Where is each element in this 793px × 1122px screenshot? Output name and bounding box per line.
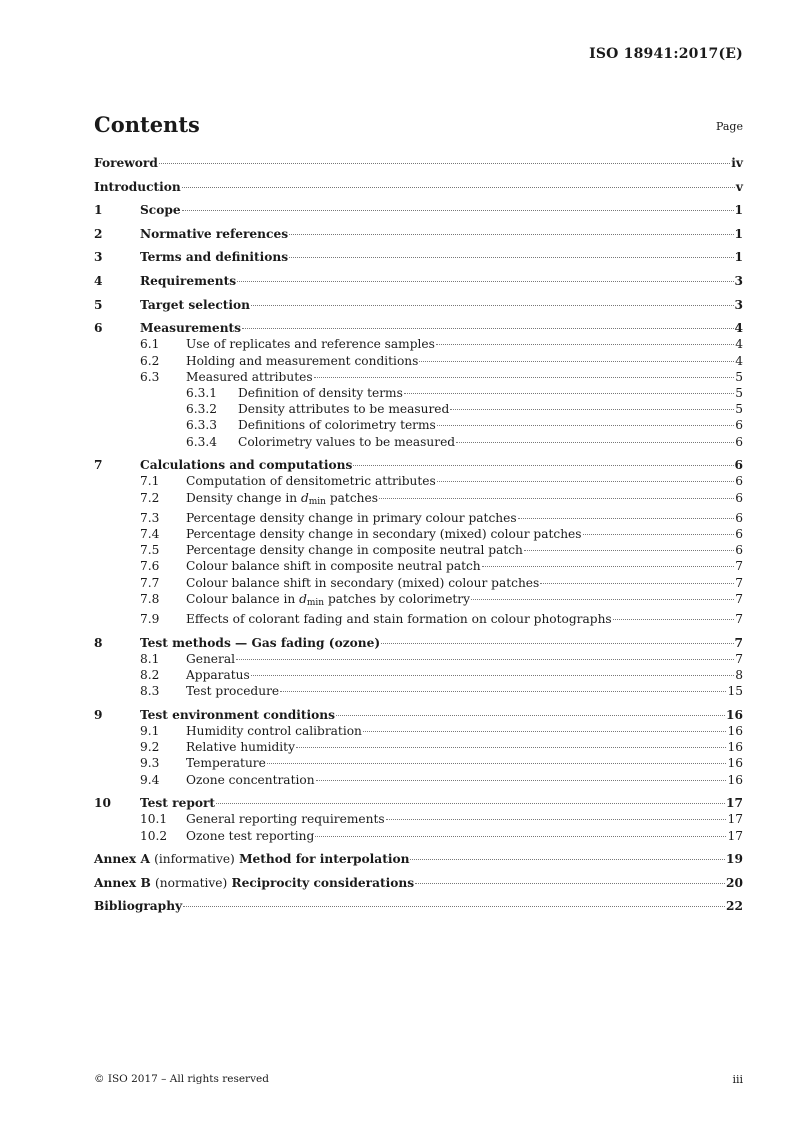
entry-title: Measurements: [140, 321, 242, 336]
dot-leader: [316, 780, 727, 781]
entry-title: Percentage density change in primary colour patches: [186, 510, 517, 525]
entry-number: 7.5: [140, 543, 160, 558]
entry-title-group: [94, 155, 158, 171]
entry-page: 15: [727, 684, 743, 699]
entry-page: 6: [735, 526, 743, 541]
entry-number: 7.3: [140, 510, 160, 525]
entry-title-group: [140, 457, 352, 473]
toc-entry[interactable]: [94, 473, 743, 489]
entry-title: Definitions of colorimetry terms: [238, 418, 436, 433]
entry-number: 7.4: [140, 526, 160, 541]
entry-page: 3: [734, 273, 743, 288]
entry-title-group: [186, 526, 582, 542]
toc-entry[interactable]: [94, 683, 743, 699]
entry-number: 5: [94, 297, 103, 312]
entry-title: Colorimetry values to be measured: [238, 434, 456, 449]
dot-leader: [524, 550, 734, 551]
toc-entry[interactable]: [94, 417, 743, 433]
dot-leader: [216, 803, 725, 804]
entry-page: 6: [735, 543, 743, 558]
entry-title: Test procedure: [186, 684, 280, 699]
math-subscript: min: [306, 597, 325, 608]
entry-page: 5: [735, 402, 743, 417]
entry-title: Terms and definitions: [140, 250, 289, 265]
entry-title: Relative humidity: [186, 740, 295, 755]
entry-title: Colour balance shift in composite neutral patch: [186, 559, 481, 574]
entry-number: 6: [94, 321, 103, 336]
entry-page: 20: [726, 875, 743, 890]
entry-title-group: [238, 385, 403, 401]
toc-entry[interactable]: [94, 611, 743, 627]
entry-title-group: [186, 739, 295, 755]
entry-number: 8.2: [140, 668, 160, 682]
entry-page: 7: [735, 612, 743, 626]
entry-title: Percentage density change in composite neutral patch: [186, 543, 523, 558]
entry-number: 6.3.2: [186, 402, 218, 417]
toc-entry[interactable]: [94, 707, 743, 723]
math-variable: d: [300, 490, 309, 505]
entry-title-group: [186, 542, 523, 558]
entry-title: Introduction: [94, 179, 181, 194]
page-number: iii: [732, 1073, 743, 1086]
entry-title: General: [186, 651, 235, 666]
entry-page: 7: [735, 651, 743, 666]
entry-title-group: [140, 297, 250, 313]
entry-title: Use of replicates and reference samples: [186, 337, 435, 352]
dot-leader: [289, 257, 733, 258]
entry-title-group: [186, 353, 418, 369]
entry-title: Foreword: [94, 156, 158, 170]
dot-leader: [363, 731, 727, 732]
toc-entry[interactable]: [94, 851, 743, 867]
annex-label: Annex B: [94, 875, 151, 890]
entry-title-group: [186, 490, 378, 510]
dot-leader: [182, 210, 734, 211]
toc-entry[interactable]: [94, 353, 743, 369]
toc-entry[interactable]: [94, 875, 743, 891]
entry-page: v: [735, 179, 743, 194]
toc-entry[interactable]: [94, 320, 743, 336]
entry-title: Colour balance shift in secondary (mixed) colour patches: [186, 575, 540, 590]
entry-page: 22: [726, 899, 743, 914]
dot-leader: [518, 518, 735, 519]
dot-leader: [237, 281, 733, 282]
entry-number: 10.1: [140, 812, 168, 827]
entry-number: 7.9: [140, 612, 160, 626]
dot-leader: [613, 619, 735, 620]
entry-title-group: [140, 273, 236, 289]
entry-number: 6.1: [140, 337, 160, 352]
entry-title-group: [186, 473, 436, 489]
entry-title-group: [140, 795, 215, 811]
entry-title: Scope: [140, 203, 181, 218]
entry-title: Humidity control calibration: [186, 724, 362, 738]
entry-page: 7: [734, 635, 743, 650]
entry-title: Ozone test reporting: [186, 828, 315, 843]
toc-entry[interactable]: [94, 434, 743, 450]
entry-number: 4: [94, 273, 103, 288]
entry-title-group: [140, 249, 288, 265]
toc-entry[interactable]: [94, 179, 743, 195]
entry-title-group: [238, 401, 449, 417]
entry-title-group: [238, 417, 436, 433]
toc-entry[interactable]: [94, 510, 743, 526]
dot-leader: [386, 819, 727, 820]
entry-title: Normative references: [140, 226, 289, 241]
entry-number: 6.3: [140, 369, 160, 384]
page-column-label: Page: [715, 120, 743, 133]
entry-page: 6: [735, 434, 743, 449]
entry-number: 6.2: [140, 353, 160, 368]
toc-entry[interactable]: [94, 828, 743, 844]
toc-entry[interactable]: [94, 385, 743, 401]
entry-title: Test methods — Gas fading (ozone): [140, 635, 381, 650]
entry-page: 16: [727, 756, 743, 771]
entry-page: 4: [735, 337, 743, 352]
toc-entry[interactable]: [94, 667, 743, 683]
entry-title-group: [140, 320, 241, 336]
entry-title: Apparatus: [186, 668, 250, 682]
toc-entry[interactable]: [94, 249, 743, 265]
dot-leader: [296, 747, 727, 748]
entry-page: 6: [735, 474, 743, 489]
entry-number: 9.1: [140, 724, 160, 738]
dot-leader: [314, 377, 735, 378]
entry-number: 6.3.4: [186, 434, 218, 449]
entry-title-group: [186, 828, 314, 844]
entry-number: 6.3.3: [186, 418, 218, 433]
toc-entry[interactable]: [94, 635, 743, 651]
dot-leader: [456, 442, 734, 443]
entry-title: Temperature: [186, 756, 266, 771]
dot-leader: [336, 715, 725, 716]
entry-title-group: [186, 811, 385, 827]
entry-page: 4: [734, 321, 743, 336]
toc-entry[interactable]: [94, 795, 743, 811]
entry-title-group: [94, 898, 182, 914]
entry-number: 9.4: [140, 772, 160, 787]
entry-title: Computation of densitometric attributes: [186, 474, 436, 489]
entry-page: 4: [735, 353, 743, 368]
entry-number: 8: [94, 635, 103, 650]
math-variable: d: [299, 591, 307, 606]
entry-page: 17: [726, 796, 743, 811]
copyright-footer: © ISO 2017 – All rights reserved: [94, 1073, 269, 1085]
entry-page: 5: [735, 369, 743, 384]
entry-number: 7.2: [140, 490, 160, 505]
entry-number: 7.7: [140, 575, 160, 590]
toc-entry[interactable]: [94, 542, 743, 558]
annex-type: (normative): [155, 875, 228, 890]
dot-leader: [267, 763, 727, 764]
entry-page: 19: [726, 852, 743, 867]
entry-title: Requirements: [140, 273, 237, 288]
dot-leader: [437, 425, 734, 426]
page-title: Contents: [94, 112, 200, 137]
entry-page: 1: [734, 226, 743, 241]
entry-page: 16: [727, 772, 743, 787]
entry-page: 1: [734, 250, 743, 265]
entry-title: Bibliography: [94, 899, 183, 914]
entry-title-group: [140, 707, 335, 723]
toc-entry[interactable]: [94, 526, 743, 542]
dot-leader: [236, 659, 734, 660]
entry-page: 17: [727, 828, 743, 843]
entry-number: 7.8: [140, 591, 160, 606]
toc-entry[interactable]: [94, 723, 743, 739]
entry-title-group: [186, 336, 435, 352]
dot-leader: [410, 859, 725, 860]
entry-title: Reciprocity considerations: [231, 875, 415, 890]
entry-page: 8: [735, 668, 743, 682]
entry-number: 8.3: [140, 684, 160, 699]
entry-page: iv: [731, 156, 743, 170]
dot-leader: [415, 883, 725, 884]
entry-title: Measured attributes: [186, 369, 313, 384]
entry-title-group: [140, 226, 288, 242]
toc-entry[interactable]: [94, 898, 743, 914]
toc-entry[interactable]: [94, 575, 743, 591]
entry-title: Definition of density terms: [238, 385, 403, 400]
entry-number: 6.3.1: [186, 385, 218, 400]
dot-leader: [353, 465, 733, 466]
dot-leader: [183, 906, 725, 907]
entry-title-group: [94, 875, 414, 891]
entry-page: 7: [735, 591, 743, 606]
toc-entry[interactable]: [94, 651, 743, 667]
entry-title-group: [238, 434, 455, 450]
entry-number: 1: [94, 203, 103, 218]
dot-leader: [379, 498, 734, 499]
toc-entry[interactable]: [94, 755, 743, 771]
entry-title: General reporting requirements: [186, 812, 385, 827]
entry-title: Ozone concentration: [186, 772, 315, 787]
entry-number: 2: [94, 226, 103, 241]
entry-number: 10: [94, 796, 111, 811]
entry-title: Calculations and computations: [140, 458, 353, 473]
entry-title: Colour balance in: [186, 591, 300, 606]
annex-label: Annex A: [94, 852, 150, 867]
entry-title-group: [140, 202, 181, 218]
entry-page: 16: [727, 724, 743, 738]
dot-leader: [315, 836, 726, 837]
entry-number: 9: [94, 707, 103, 722]
entry-number: 7.1: [140, 474, 160, 489]
document-id: ISO 18941:2017(E): [589, 46, 743, 62]
entry-page: 7: [735, 575, 743, 590]
toc-entry[interactable]: [94, 336, 743, 352]
dot-leader: [182, 187, 735, 188]
entry-page: 1: [734, 203, 743, 218]
entry-page: 7: [735, 559, 743, 574]
toc-entry[interactable]: [94, 226, 743, 242]
dot-leader: [583, 534, 735, 535]
entry-title: Test environment conditions: [140, 707, 335, 722]
entry-title-group: [186, 510, 517, 526]
entry-page: 17: [727, 812, 743, 827]
entry-title: Holding and measurement conditions: [186, 353, 419, 368]
entry-title-after: patches by colorimetry: [324, 591, 471, 606]
entry-number: 8.1: [140, 651, 160, 666]
entry-page: 6: [735, 490, 743, 505]
entry-page: 6: [735, 510, 743, 525]
entry-title: Target selection: [140, 297, 251, 312]
toc-entry[interactable]: [94, 202, 743, 218]
entry-number: 7.6: [140, 559, 160, 574]
entry-number: 10.2: [140, 828, 168, 843]
toc-entry[interactable]: [94, 811, 743, 827]
toc-entry[interactable]: [94, 401, 743, 417]
entry-page: 16: [726, 707, 743, 722]
toc-entry[interactable]: [94, 591, 743, 611]
entry-page: 6: [734, 458, 743, 473]
entry-title-group: [186, 755, 266, 771]
toc-entry[interactable]: [94, 558, 743, 574]
toc-entry[interactable]: [94, 739, 743, 755]
dot-leader: [437, 481, 734, 482]
entry-title: Effects of colorant fading and stain formation on colour photographs: [186, 612, 612, 626]
toc-entry[interactable]: [94, 490, 743, 510]
entry-title: Density change in: [186, 490, 301, 505]
dot-leader: [540, 583, 734, 584]
table-of-contents: [94, 155, 743, 915]
dot-leader: [280, 691, 726, 692]
entry-page: 3: [734, 297, 743, 312]
entry-title: Density attributes to be measured: [238, 402, 450, 417]
dot-leader: [251, 675, 734, 676]
toc-entry[interactable]: [94, 297, 743, 313]
toc-entry[interactable]: [94, 772, 743, 788]
entry-title: Percentage density change in secondary (mixed) colour patches: [186, 526, 582, 541]
entry-title-group: [186, 591, 470, 611]
dot-leader: [289, 234, 733, 235]
entry-title-group: [186, 369, 313, 385]
toc-entry[interactable]: [94, 369, 743, 385]
entry-title-group: [186, 558, 481, 574]
dot-leader: [471, 599, 734, 600]
entry-title: Method for interpolation: [239, 852, 410, 867]
dot-leader: [450, 409, 734, 410]
annex-type: (informative): [154, 852, 235, 867]
dot-leader: [242, 328, 733, 329]
toc-entry[interactable]: [94, 155, 743, 171]
dot-leader: [404, 393, 734, 394]
toc-entry[interactable]: [94, 273, 743, 289]
entry-title-group: [186, 683, 279, 699]
entry-number: 9.2: [140, 740, 160, 755]
entry-number: 9.3: [140, 756, 160, 771]
entry-page: 16: [727, 740, 743, 755]
entry-title-group: [186, 575, 539, 591]
entry-number: 7: [94, 458, 103, 473]
entry-title-after: patches: [325, 490, 378, 505]
entry-number: 3: [94, 250, 103, 265]
dot-leader: [251, 305, 733, 306]
entry-page: 6: [735, 418, 743, 433]
entry-title-group: [186, 723, 362, 739]
toc-entry[interactable]: [94, 457, 743, 473]
entry-title-group: [186, 667, 250, 683]
entry-title-group: [94, 851, 409, 867]
entry-title: Test report: [140, 796, 216, 811]
dot-leader: [436, 344, 734, 345]
entry-title-group: [186, 651, 235, 667]
dot-leader: [159, 163, 730, 164]
dot-leader: [419, 361, 734, 362]
dot-leader: [482, 566, 735, 567]
entry-title-group: [140, 635, 380, 651]
math-subscript: min: [308, 496, 326, 507]
entry-title-group: [186, 611, 612, 627]
dot-leader: [381, 643, 733, 644]
entry-title-group: [186, 772, 315, 788]
entry-page: 5: [735, 385, 743, 400]
entry-title-group: [94, 179, 181, 195]
